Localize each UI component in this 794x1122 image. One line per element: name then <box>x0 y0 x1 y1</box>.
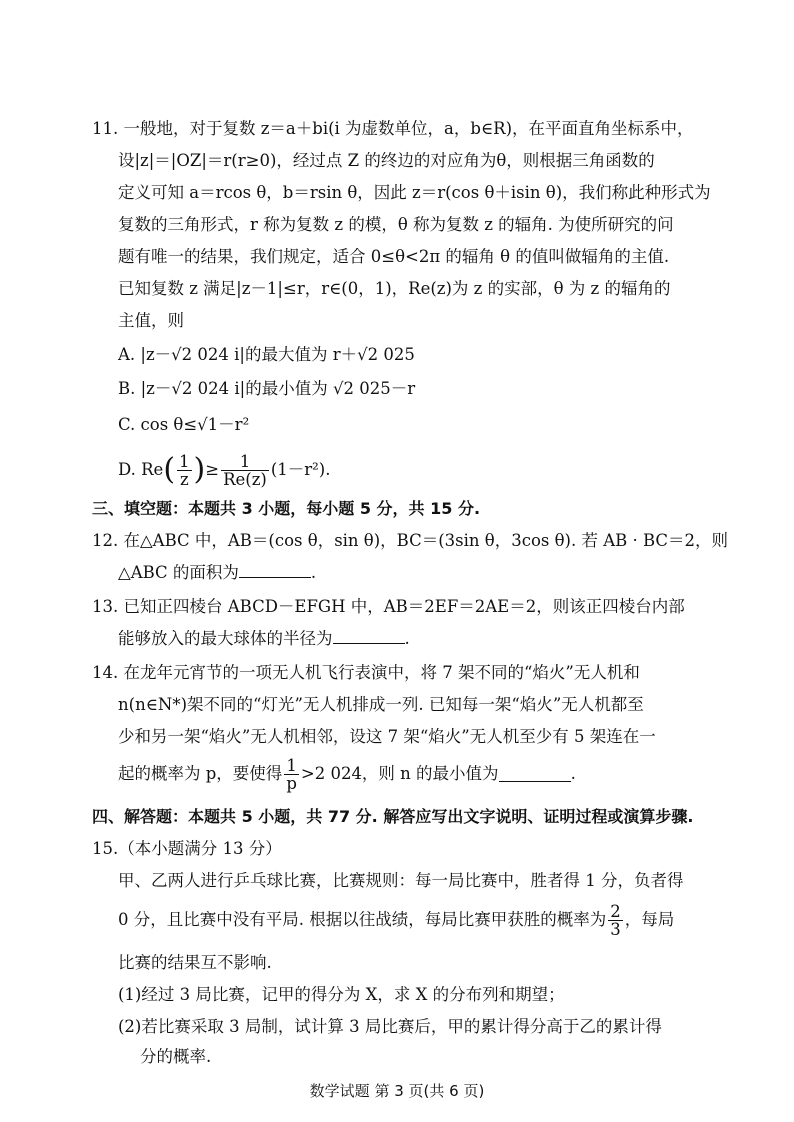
section-3-heading: 三、填空题：本题共 3 小题，每小题 5 分，共 15 分. <box>92 499 481 518</box>
q11-line-5: 题有唯一的结果，我们规定，适合 0≤θ<2π 的辐角 θ 的值叫做辐角的主值. <box>118 247 670 266</box>
q15-part-2-cont: 分的概率. <box>140 1047 212 1066</box>
page-footer: 数学试题 第 3 页(共 6 页) <box>309 1082 485 1100</box>
q15-text-pre: 0 分，且比赛中没有平局. 根据以往战绩，每局比赛甲获胜的概率为 <box>118 910 607 929</box>
q11-line-4: 复数的三角形式，r 称为复数 z 的模，θ 称为复数 z 的辐角. 为使所研究的问 <box>118 215 674 234</box>
q15-part-2: (2)若比赛采取 3 局制，试计算 3 局比赛后，甲的累计得分高于乙的累计得 <box>118 1017 662 1036</box>
left-paren: ( <box>163 452 176 487</box>
fraction-denominator: z <box>179 469 189 489</box>
right-paren: ) <box>193 452 206 487</box>
answer-blank <box>239 563 311 578</box>
q14-end: . <box>570 764 576 783</box>
q14-line-4 <box>118 752 576 796</box>
q13-line-2 <box>118 628 410 650</box>
answer-blank <box>499 767 571 782</box>
q15-line-1: 甲、乙两人进行乒乓球比赛，比赛规则：每一局比赛中，胜者得 1 分，负者得 <box>118 871 684 890</box>
section-4-heading: 四、解答题：本题共 5 小题，共 77 分. 解答应写出文字说明、证明过程或演算步骤. <box>92 807 694 826</box>
q11-line-7: 主值，则 <box>118 311 184 330</box>
q11-line-6: 已知复数 z 满足|z－1|≤r，r∈(0，1)，Re(z)为 z 的实部，θ 为 z 的辐角的 <box>118 279 671 298</box>
q14-line-3: 少和另一架“焰火”无人机相邻，设这 7 架“焰火”无人机至少有 5 架连在一 <box>118 727 656 746</box>
q11-line-1: 11. 一般地，对于复数 z＝a＋bi(i 为虚数单位，a，b∈R)，在平面直角坐标系中， <box>92 119 694 138</box>
q14-line-1: 14. 在龙年元宵节的一项无人机飞行表演中，将 7 架不同的“焰火”无人机和 <box>92 663 640 682</box>
q14-text-pre: 起的概率为 p，要使得 <box>118 764 283 783</box>
fraction-numerator: 1 <box>221 453 269 471</box>
q13-text: 能够放入的最大球体的半径为 <box>118 629 333 648</box>
q11-line-3: 定义可知 a＝rcos θ，b＝rsin θ，因此 z＝r(cos θ＋isin θ)，我们称此种形式为 <box>118 183 711 202</box>
q15-header: 15.（本小题满分 13 分） <box>92 839 282 858</box>
q15-text-post: ，每局 <box>624 910 675 929</box>
fraction-one-over-rez <box>221 453 269 488</box>
fraction-numerator: 1 <box>179 451 190 471</box>
fraction-numerator: 2 <box>610 901 621 921</box>
fraction-denominator: Re(z) <box>223 469 267 489</box>
q11-line-2: 设|z|＝|OZ|＝r(r≥0)，经过点 Z 的终边的对应角为θ，则根据三角函数的 <box>118 151 655 170</box>
q11-option-d <box>118 450 330 490</box>
q15-line-2 <box>118 898 674 942</box>
option-d-ge: ≥ <box>205 460 220 479</box>
q13-line-1: 13. 已知正四棱台 ABCD－EFGH 中，AB＝2EF＝2AE＝2，则该正四棱台内部 <box>92 597 685 616</box>
option-d-prefix: D. Re <box>118 460 164 479</box>
q12-line-1: 12. 在△ABC 中，AB＝(cos θ，sin θ)，BC＝(3sin θ，3cos θ). 若 AB · BC＝2，则 <box>92 531 729 550</box>
q12-text: △ABC 的面积为 <box>118 563 239 582</box>
q11-option-b: B. |z－√2 024 i|的最小值为 √2 025－r <box>118 379 416 398</box>
q15-part-1: (1)经过 3 局比赛，记甲的得分为 X，求 X 的分布列和期望； <box>118 985 565 1004</box>
q12-line-2 <box>118 562 316 584</box>
q14-line-2: n(n∈N*)架不同的“灯光”无人机排成一列. 已知每一架“焰火”无人机都至 <box>118 695 644 714</box>
fraction-denominator: p <box>286 773 297 793</box>
option-d-suffix: (1－r²). <box>270 460 331 479</box>
fraction-denominator: 3 <box>610 919 621 939</box>
q11-option-a: A. |z－√2 024 i|的最大值为 r＋√2 025 <box>118 345 415 364</box>
q11-option-c: C. cos θ≤√1－r² <box>118 415 250 434</box>
fraction-numerator: 1 <box>284 757 299 775</box>
q13-end: . <box>404 629 410 648</box>
q14-text-post: >2 024，则 n 的最小值为 <box>300 764 499 783</box>
answer-blank <box>333 629 405 644</box>
fraction-one-over-p <box>284 757 299 792</box>
fraction-two-thirds <box>608 903 623 938</box>
q12-end: . <box>310 563 317 582</box>
fraction-one-over-z <box>177 453 192 488</box>
q15-line-3: 比赛的结果互不影响. <box>118 953 272 972</box>
